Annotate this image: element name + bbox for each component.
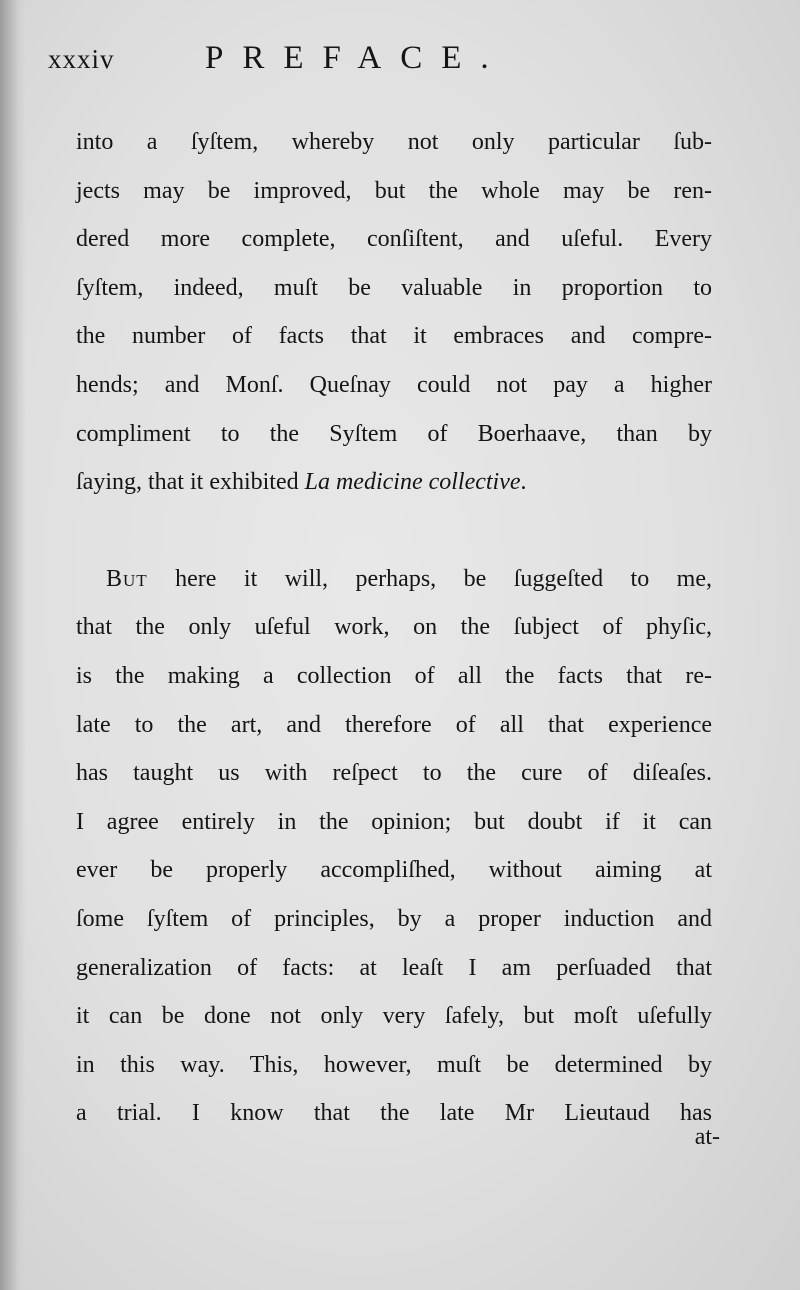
text-run: here it will, perhaps, be ſuggeſted to me,: [147, 565, 712, 592]
text-line: into a ſyſtem, whereby not only particular ſub-: [76, 129, 712, 155]
page-gutter-shadow: [0, 0, 26, 1290]
text-run: ſaying, that it exhibited: [76, 469, 305, 496]
text-line: is the making a collection of all the facts that re-: [76, 662, 712, 689]
text-line: jects may be improved, but the whole may be ren-: [76, 177, 712, 204]
text-line-last: [76, 458, 712, 507]
text-line: compliment to the Syſtem of Boerhaave, than by: [76, 420, 712, 447]
text-line: late to the art, and therefore of all that experience: [76, 711, 712, 738]
text-line: the number of facts that it embraces and compre-: [76, 323, 712, 350]
text-run: .: [520, 469, 527, 496]
text-line: generalization of facts: at leaſt I am perſuaded that: [76, 954, 712, 981]
page-header: [48, 40, 760, 84]
catchword: at-: [694, 1124, 720, 1150]
text-line: ſome ſyſtem of principles, by a proper induction and: [76, 905, 712, 932]
text-line: ſyſtem, indeed, muſt be valuable in proportion to: [76, 274, 712, 301]
small-caps-word: But: [106, 565, 148, 592]
text-line-first: [76, 555, 712, 604]
text-line: I agree entirely in the opinion; but doubt if it can: [76, 808, 712, 835]
text-line: that the only uſeful work, on the ſubject of phyſic,: [76, 614, 712, 641]
text-line: a trial. I know that the late Mr Lieutaud has: [76, 1100, 712, 1127]
paragraph-1: [76, 118, 712, 507]
body-text: [76, 118, 712, 1138]
paragraph-gap: [76, 507, 712, 555]
text-line: ever be properly accompliſhed, without aiming at: [76, 857, 712, 884]
text-line: dered more complete, conſiſtent, and uſeful. Every: [76, 226, 712, 253]
text-line: hends; and Monſ. Queſnay could not pay a higher: [76, 371, 712, 398]
text-line: in this way. This, however, muſt be determined by: [76, 1051, 712, 1078]
paragraph-2: [76, 555, 712, 1138]
page-number: xxxiv: [48, 44, 115, 74]
text-line: has taught us with reſpect to the cure of diſeaſes.: [76, 760, 712, 787]
italic-phrase: La medicine collective: [304, 469, 521, 496]
text-line: it can be done not only very ſafely, but moſt uſefully: [76, 1003, 712, 1030]
running-title: PREFACE.: [205, 40, 508, 76]
